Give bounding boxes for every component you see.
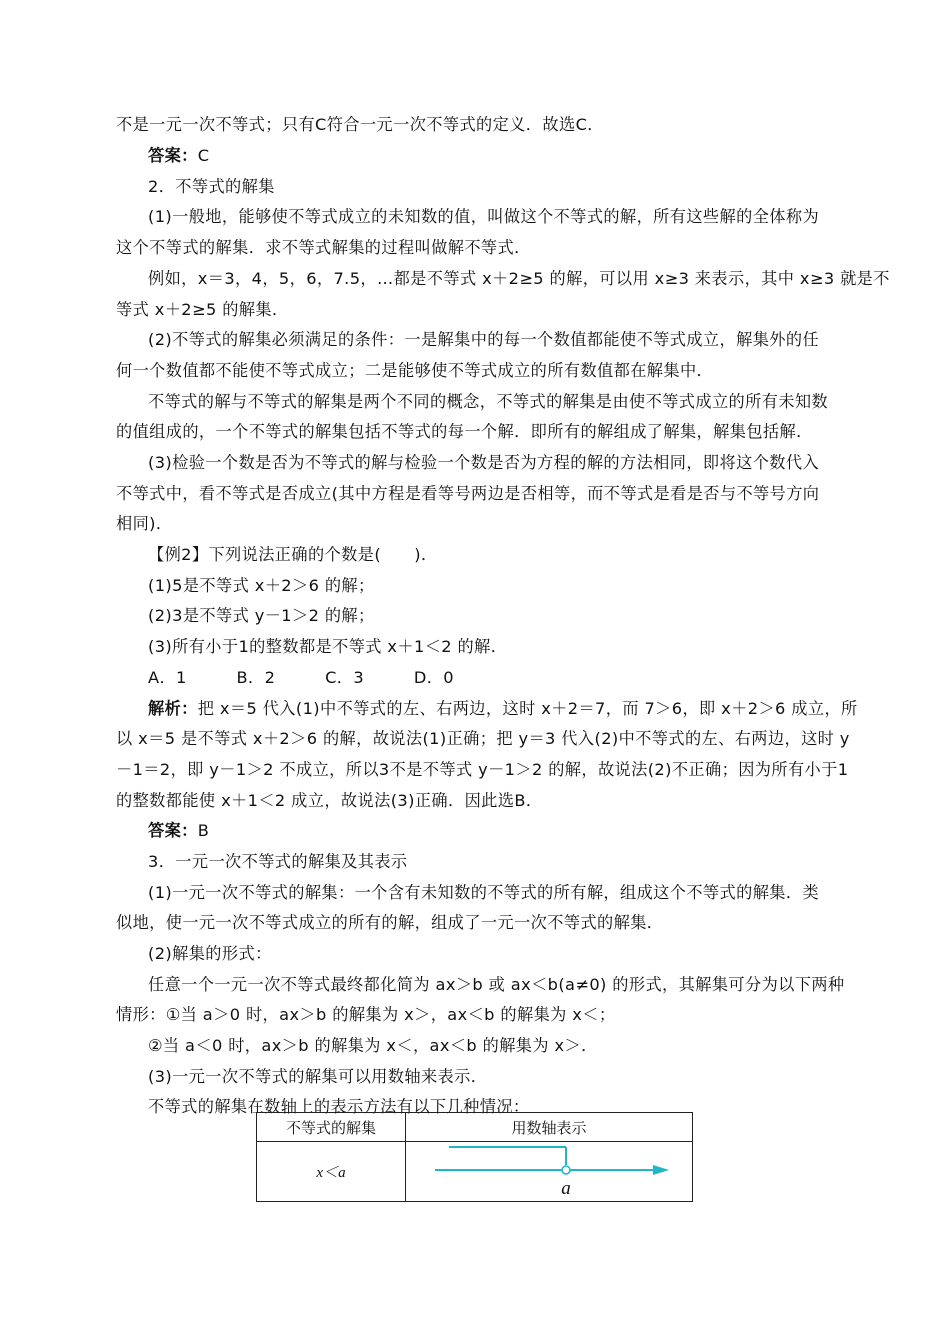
- answer-line: [148, 820, 209, 842]
- text-line: (3)所有小于1的整数都是不等式 x＋1＜2 的解．: [148, 637, 508, 656]
- text-line: 情形：①当 a＞0 时，ax＞b 的解集为 x＞，ax＜b 的解集为 x＜；: [116, 1005, 616, 1024]
- text-line: 不等式的解集在数轴上的表示方法有以下几种情况：: [148, 1097, 530, 1116]
- text-line: 似地，使一元一次不等式成立的所有的解，组成了一元一次不等式的解集．: [116, 913, 664, 932]
- text-line: (1)一元一次不等式的解集：一个含有未知数的不等式的所有解，组成这个不等式的解集．类: [148, 883, 820, 902]
- axis-arrow-icon: [653, 1165, 669, 1175]
- text-line: (2)3是不等式 y－1＞2 的解；: [148, 606, 375, 625]
- text-line: (3)检验一个数是否为不等式的解与检验一个数是否为方程的解的方法相同，即将这个数代入: [148, 453, 820, 472]
- table-row: [257, 1142, 693, 1202]
- text-line: 相同)．: [116, 514, 173, 533]
- text-line: 以 x＝5 是不等式 x＋2＞6 的解，故说法(1)正确；把 y＝3 代入(2)中不等式的左、右两边，这时 y: [116, 729, 850, 748]
- text-line: 不等式中，看不等式是否成立(其中方程是看等号两边是否相等，而不等式是看是否与不等号方向: [116, 484, 820, 503]
- section-heading: 2．不等式的解集: [148, 177, 275, 196]
- choices-line: A．1 B．2 C．3 D．0: [148, 668, 454, 687]
- text-line: (2)解集的形式：: [148, 944, 272, 963]
- text-line: ②当 a＜0 时，ax＞b 的解集为 x＜，ax＜b 的解集为 x＞．: [148, 1036, 598, 1055]
- text-line: 这个不等式的解集．求不等式解集的过程叫做解不等式．: [116, 238, 531, 257]
- axis-point-label: a: [560, 1178, 571, 1199]
- text-line: －1＝2，即 y－1＞2 不成立，所以3不是不等式 y－1＞2 的解，故说法(2)不正确；因为所有小于1: [116, 760, 849, 779]
- analysis-text: 把 x＝5 代入(1)中不等式的左、右两边，这时 x＋2＝7，而 7＞6，即 x＋2＞6 成立，所: [197, 699, 858, 718]
- number-line-icon: [407, 1143, 692, 1200]
- section-heading: 3．一元一次不等式的解集及其表示: [148, 852, 408, 871]
- table-header-row: [257, 1113, 693, 1142]
- text-line: (1)一般地，能够使不等式成立的未知数的值，叫做这个不等式的解，所有这些解的全体称为: [148, 207, 820, 226]
- text-line: (2)不等式的解集必须满足的条件：一是解集中的每一个数值都能使不等式成立，解集外的任: [148, 330, 820, 349]
- solution-set-table: [256, 1112, 693, 1202]
- table-header-cell: 不等式的解集: [257, 1113, 406, 1142]
- analysis-line: [148, 698, 858, 720]
- answer-label: 答案：: [148, 146, 198, 165]
- table-header-cell: 用数轴表示: [406, 1113, 693, 1142]
- answer-value: C: [197, 146, 210, 165]
- answer-line: [148, 145, 209, 167]
- text-line: 例如，x＝3，4，5，6，7.5，…都是不等式 x＋2≥5 的解，可以用 x≥3 来表示，其中 x≥3 就是不: [148, 269, 890, 288]
- text-line: 不是一元一次不等式；只有C符合一元一次不等式的定义．故选C．: [116, 115, 604, 134]
- text-line: (1)5是不等式 x＋2＞6 的解；: [148, 576, 375, 595]
- answer-value: B: [197, 821, 210, 840]
- text-line: (3)一元一次不等式的解集可以用数轴来表示．: [148, 1067, 488, 1086]
- text-line: 任意一个一元一次不等式最终都化简为 ax＞b 或 ax＜b(a≠0) 的形式，其解集可分为以下两种: [148, 975, 845, 994]
- text-line: 何一个数值都不能使不等式成立；二是能够使不等式成立的所有数值都在解集中．: [116, 361, 714, 380]
- inequality-cell: x＜a: [257, 1142, 406, 1202]
- text-line: 的值组成的，一个不等式的解集包括不等式的每一个解．即所有的解组成了解集，解集包括解．: [116, 422, 813, 441]
- text-line: 的整数都能使 x＋1＜2 成立，故说法(3)正确．因此选B．: [116, 791, 543, 810]
- analysis-label: 解析：: [148, 699, 198, 718]
- answer-label: 答案：: [148, 821, 198, 840]
- open-point-icon: [562, 1166, 570, 1174]
- number-line-cell: [406, 1142, 693, 1202]
- text-line: 不等式的解与不等式的解集是两个不同的概念，不等式的解集是由使不等式成立的所有未知数: [148, 392, 829, 411]
- example-heading: 【例2】下列说法正确的个数是( )．: [148, 545, 438, 564]
- text-line: 等式 x＋2≥5 的解集．: [116, 300, 289, 319]
